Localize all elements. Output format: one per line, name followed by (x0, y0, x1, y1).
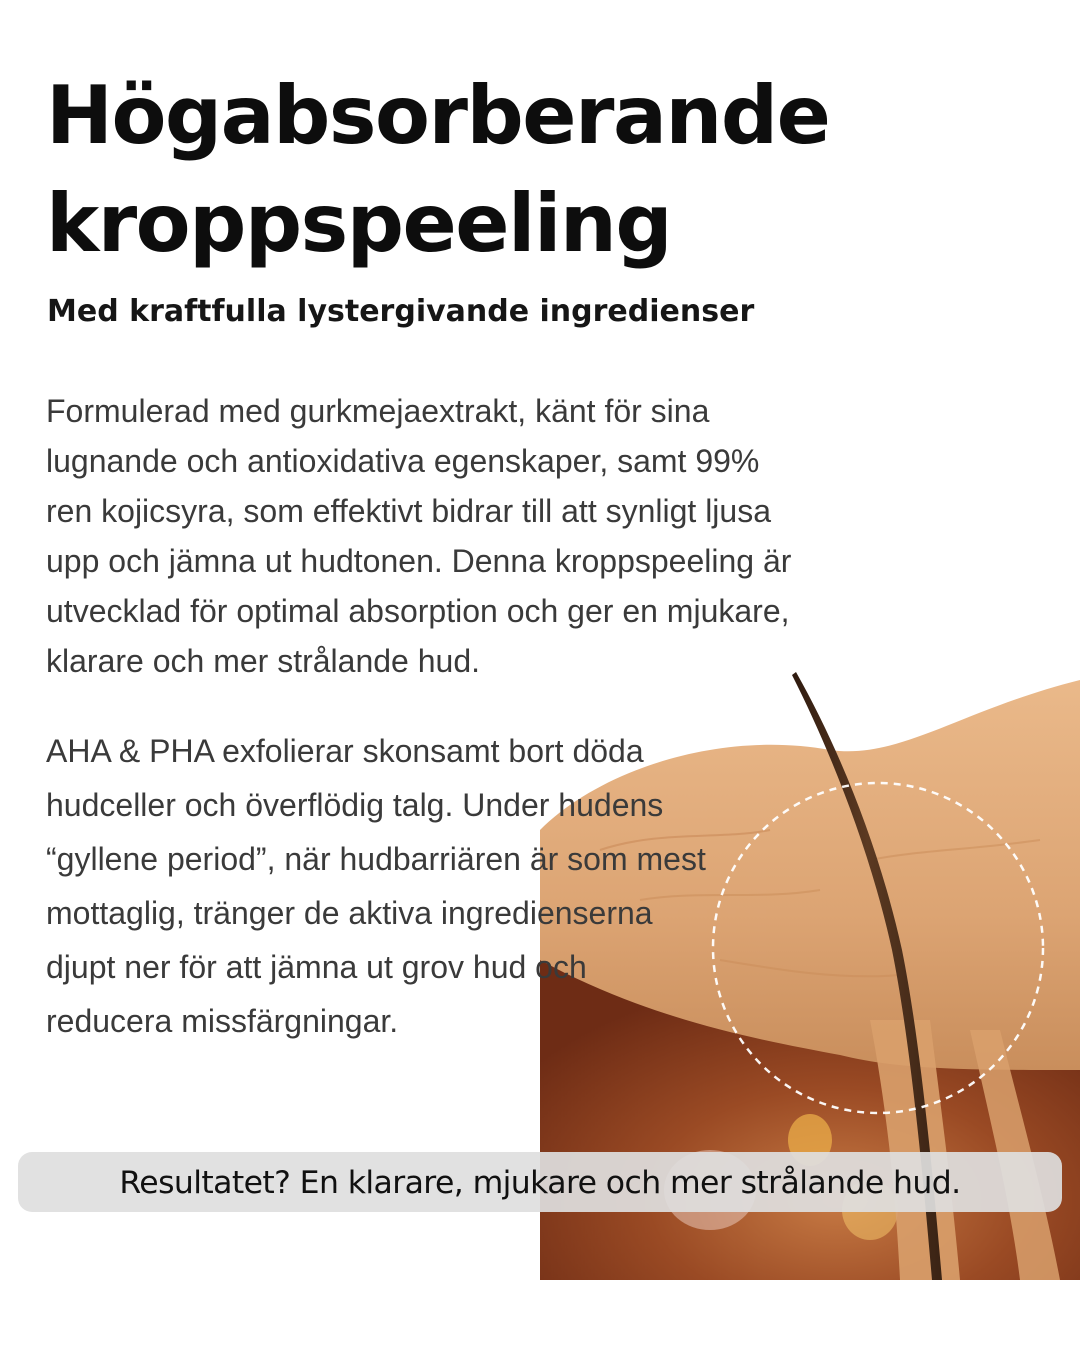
page-title (46, 62, 1046, 278)
paragraph-2-line: AHA & PHA exfolierar skonsamt bort döda (46, 733, 644, 769)
paragraph-2-line: hudceller och överflödig talg. Under hudens (46, 787, 664, 823)
paragraph-2-line: mottaglig, tränger de aktiva ingredienserna (46, 895, 653, 931)
title-line-1: Högabsorberande (46, 69, 830, 162)
title-line-2: kroppspeeling (46, 177, 672, 270)
paragraph-1-line: ren kojicsyra, som effektivt bidrar till att synligt ljusa (46, 493, 771, 529)
paragraph-1-line: upp och jämna ut hudtonen. Denna kroppspeeling är (46, 543, 792, 579)
result-text: Resultatet? En klarare, mjukare och mer strålande hud. (119, 1165, 961, 1201)
description-paragraph-1 (46, 386, 791, 686)
paragraph-2-line: reducera missfärgningar. (46, 1003, 399, 1039)
paragraph-2-line: “gyllene period”, när hudbarriären är som mest (46, 841, 706, 877)
paragraph-1-line: Formulerad med gurkmejaextrakt, känt för sina (46, 393, 710, 429)
description-paragraph-2 (46, 724, 706, 1048)
paragraph-1-line: utvecklad för optimal absorption och ger en mjukare, (46, 593, 790, 629)
paragraph-2-line: djupt ner för att jämna ut grov hud och (46, 949, 587, 985)
paragraph-1-line: lugnande och antioxidativa egenskaper, samt 99% (46, 443, 760, 479)
page-subtitle: Med kraftfulla lystergivande ingredienser (47, 294, 755, 329)
paragraph-1-line: klarare och mer strålande hud. (46, 643, 480, 679)
result-banner (18, 1152, 1062, 1212)
